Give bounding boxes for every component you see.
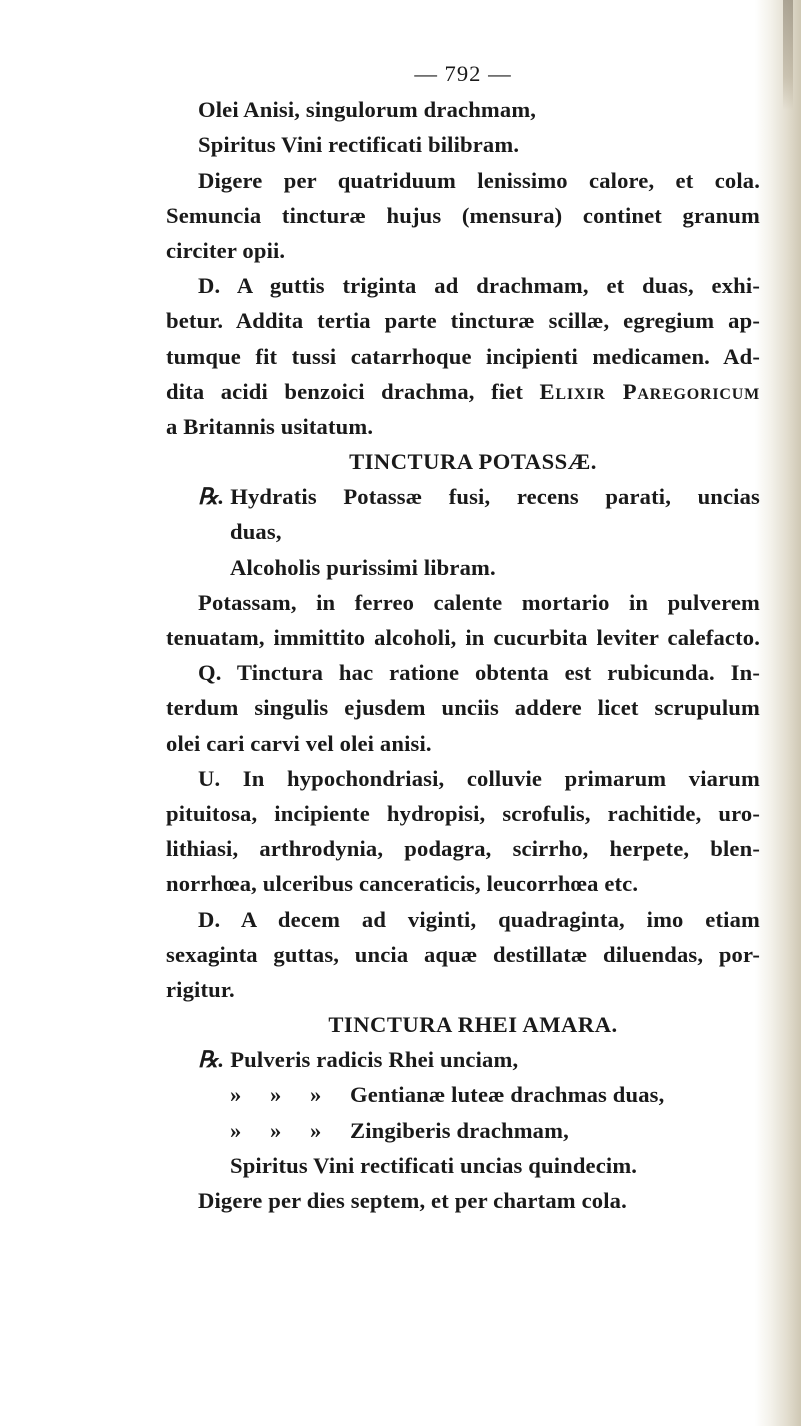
- elixir-name: Elixir Paregoricum: [539, 378, 760, 404]
- text-line: D. A decem ad viginti, quadraginta, imo etiam: [198, 906, 760, 932]
- text-line: [166, 374, 760, 409]
- recipe-line: [166, 1077, 760, 1112]
- text-line: Spiritus Vini rectificati uncias quindecim.: [230, 1152, 638, 1178]
- text-line: Semuncia tincturæ hujus (mensura) continet granum: [166, 202, 760, 228]
- text-line: olei cari carvi vel olei anisi.: [166, 730, 432, 756]
- text-line: Digere per dies septem, et per chartam cola.: [198, 1188, 627, 1213]
- page-body: [166, 56, 760, 1218]
- text-line: norrhœa, ulceribus canceraticis, leucorrhœa etc.: [166, 871, 639, 897]
- text-line: Olei Anisi, singulorum drachmam,: [198, 97, 537, 123]
- section-heading: TINCTURA POTASSÆ.: [349, 449, 597, 475]
- text-line: sexaginta guttas, uncia aquæ destillatæ diluendas, por-: [166, 941, 760, 967]
- text-line: Q. Tinctura hac ratione obtenta est rubicunda. In-: [198, 660, 760, 686]
- text-line: duas,: [230, 519, 282, 545]
- text-segment: Hydratis Potassæ fusi, recens parati, uncias: [230, 484, 760, 510]
- text-segment: Gentianæ luteæ drachmas duas,: [350, 1082, 665, 1108]
- text-line: Alcoholis purissimi libram.: [230, 554, 496, 580]
- recipe-symbol: ℞.: [198, 1047, 225, 1073]
- text-line: terdum singulis ejusdem unciis addere licet scrupulum: [166, 695, 760, 721]
- text-line: rigitur.: [166, 976, 235, 1002]
- text-line: betur. Addita tertia parte tincturæ scillæ, egregium ap-: [166, 308, 760, 334]
- ditto-mark: »: [270, 1117, 282, 1143]
- recipe-line: [166, 479, 760, 514]
- text-line: lithiasi, arthrodynia, podagra, scirrho, herpete, blen-: [166, 836, 760, 862]
- ditto-mark: »: [230, 1082, 242, 1108]
- ditto-mark: »: [310, 1117, 322, 1143]
- text-line: U. In hypochondriasi, colluvie primarum viarum: [198, 765, 760, 791]
- text-line: Potassam, in ferreo calente mortario in pulverem: [198, 589, 760, 615]
- text-line: tumque fit tussi catarrhoque incipienti medicamen. Ad-: [166, 343, 760, 369]
- section-heading: TINCTURA RHEI AMARA.: [328, 1012, 618, 1038]
- text-line: circiter opii.: [166, 237, 286, 263]
- text-segment: Pulveris radicis Rhei unciam,: [230, 1047, 519, 1073]
- recipe-line: [166, 1113, 760, 1148]
- text-line: pituitosa, incipiente hydropisi, scrofulis, rachitide, uro-: [166, 800, 760, 826]
- page-number: — 792 —: [414, 61, 512, 86]
- text-segment: Zingiberis drachmam,: [350, 1117, 569, 1143]
- recipe-symbol: ℞.: [198, 484, 225, 510]
- ditto-mark: »: [310, 1082, 322, 1108]
- text-line: Digere per quatriduum lenissimo calore, et cola.: [198, 167, 760, 193]
- text-segment: dita acidi benzoici drachma, fiet: [166, 378, 540, 404]
- text-line: a Britannis usitatum.: [166, 413, 374, 439]
- recipe-line: [166, 1042, 760, 1077]
- text-line: D. A guttis triginta ad drachmam, et duas, exhi-: [198, 273, 760, 299]
- ditto-mark: »: [270, 1082, 282, 1108]
- ditto-mark: »: [230, 1117, 242, 1143]
- page-edge-shadow: [755, 0, 801, 1426]
- text-line: tenuatam, immittito alcoholi, in cucurbita leviter calefacto.: [166, 625, 760, 650]
- text-line: Spiritus Vini rectificati bilibram.: [198, 132, 520, 158]
